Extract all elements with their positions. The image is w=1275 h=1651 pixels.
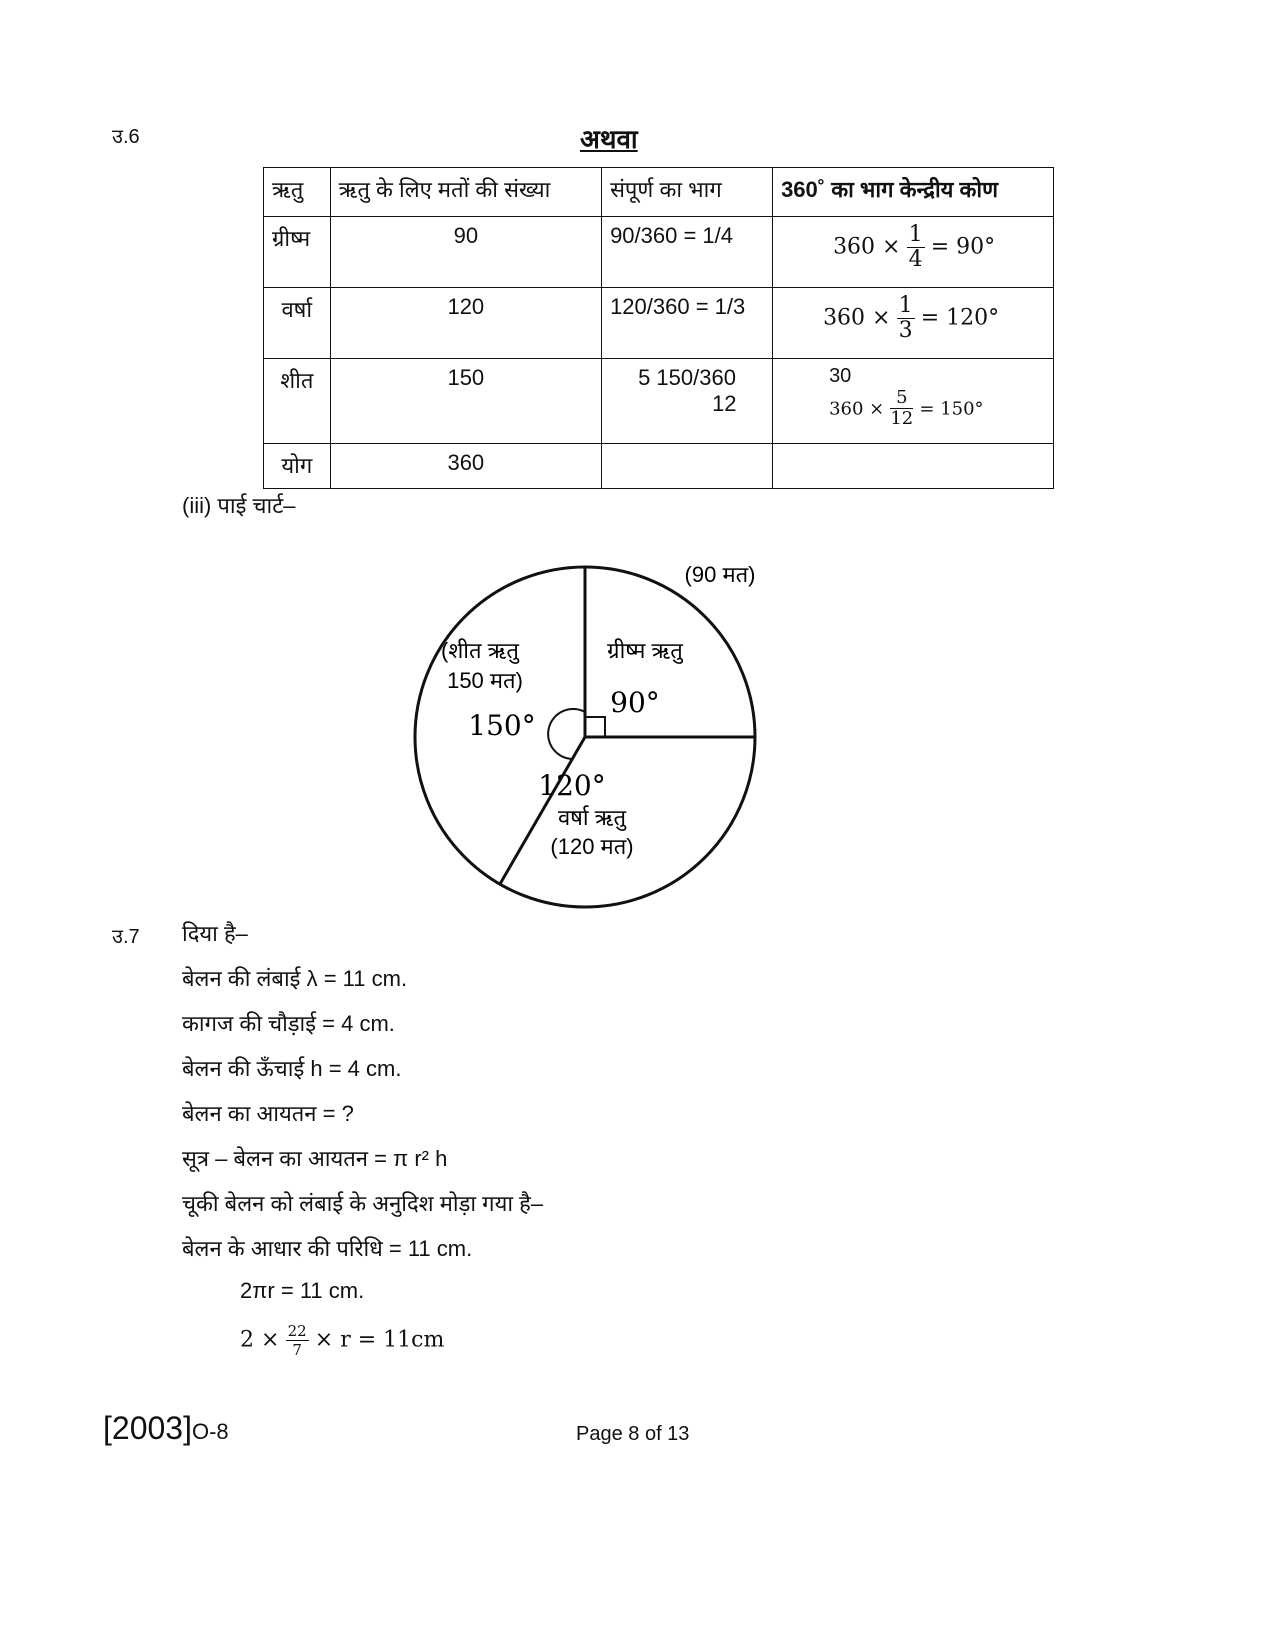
calc-top: 30 <box>829 365 852 387</box>
calc-result: = 120° <box>920 305 1000 331</box>
calc-prefix: 360 × <box>829 398 885 420</box>
calc-fraction <box>907 223 925 272</box>
calc-fraction <box>890 388 913 429</box>
slice-note-winter: 150 मत) <box>447 668 523 693</box>
cylinder-height-line: बेलन की ऊँचाई h = 4 cm. <box>182 1056 402 1081</box>
given-line: दिया है– <box>182 921 248 946</box>
equation-line-2 <box>240 1322 444 1359</box>
pie-chart-label: (iii) पाई चार्ट– <box>182 493 296 518</box>
eq-suffix: × r = 11cm <box>314 1327 445 1353</box>
calc-result: = 90° <box>930 234 996 260</box>
frac-denominator: 4 <box>908 247 923 272</box>
season-cell: ग्रीष्म <box>264 217 331 288</box>
cylinder-volume-question: बेलन का आयतन = ? <box>182 1101 354 1126</box>
right-angle-marker <box>585 717 605 737</box>
or-heading: अथवा <box>580 124 638 154</box>
season-cell: शीत <box>264 359 331 444</box>
angle-arc-150 <box>548 709 585 759</box>
votes-cell: 150 <box>330 359 601 444</box>
votes-cell: 360 <box>330 444 601 489</box>
paper-width-line: कागज की चौड़ाई = 4 cm. <box>182 1011 395 1036</box>
frac-denominator: 12 <box>890 408 914 429</box>
angle-cell <box>773 444 1054 489</box>
circumference-line: बेलन के आधार की परिधि = 11 cm. <box>182 1236 473 1261</box>
slice-angle-rain: 120° <box>538 769 606 802</box>
table-row <box>264 444 1054 489</box>
fraction-cell <box>602 359 773 444</box>
frac-numerator: 1 <box>908 222 923 247</box>
angle-cell <box>773 359 1054 444</box>
season-cell: वर्षा <box>264 288 331 359</box>
angle-cell <box>773 288 1054 359</box>
frac-denominator: 7 <box>292 1341 302 1359</box>
cylinder-length-line: बेलन की लंबाई λ = 11 cm. <box>182 966 408 991</box>
votes-cell: 120 <box>330 288 601 359</box>
slice-label-summer: ग्रीष्म ऋतु <box>607 638 683 663</box>
slice-note-summer: (90 मत) <box>684 562 756 587</box>
header-central-angle: 360˚ का भाग केन्द्रीय कोण <box>773 168 1054 217</box>
fraction-cell: 90/360 = 1/4 <box>602 217 773 288</box>
season-cell: योग <box>264 444 331 489</box>
paper-code <box>103 1410 229 1447</box>
slice-label-winter: (शीत ऋतु <box>441 638 519 663</box>
paper-code-main: [2003] <box>103 1410 192 1446</box>
eq-prefix: 2 × <box>240 1327 280 1353</box>
slice-label-rain: वर्षा ऋतु <box>557 805 627 830</box>
slice-angle-summer: 90° <box>610 686 660 719</box>
calc-result: = 150° <box>919 398 984 420</box>
calc-fraction <box>897 294 915 343</box>
paper-code-suffix: O-8 <box>191 1419 229 1444</box>
equation-line: 2πr = 11 cm. <box>240 1278 365 1303</box>
slice-note-rain: (120 मत) <box>550 834 634 859</box>
slice-angle-winter: 150° <box>468 709 536 742</box>
formula-line: सूत्र – बेलन का आयतन = π r² h <box>182 1146 448 1171</box>
season-votes-table <box>263 167 1054 489</box>
fraction-top: 5 150/360 <box>638 365 736 390</box>
question-number-6: उ.6 <box>112 126 140 148</box>
votes-cell: 90 <box>330 217 601 288</box>
frac-numerator: 22 <box>287 1322 307 1340</box>
fraction-cell: 120/360 = 1/3 <box>602 288 773 359</box>
header-votes: ऋतु के लिए मतों की संख्या <box>330 168 601 217</box>
eq-fraction <box>286 1322 309 1359</box>
angle-cell <box>773 217 1054 288</box>
frac-numerator: 1 <box>898 293 913 318</box>
page-number: Page 8 of 13 <box>576 1423 690 1445</box>
header-season: ऋतु <box>264 168 331 217</box>
table-row <box>264 359 1054 444</box>
frac-numerator: 5 <box>890 388 913 409</box>
table-row <box>264 288 1054 359</box>
calc-prefix: 360 × <box>833 234 901 260</box>
fraction-cell <box>602 444 773 489</box>
pie-chart <box>380 540 820 910</box>
fraction-bottom: 12 <box>712 391 737 416</box>
calc-prefix: 360 × <box>823 305 891 331</box>
frac-denominator: 3 <box>898 318 913 343</box>
folding-line: चूकी बेलन को लंबाई के अनुदिश मोड़ा गया है– <box>182 1191 544 1216</box>
table-header-row <box>264 168 1054 217</box>
header-fraction: संपूर्ण का भाग <box>602 168 773 217</box>
table-row <box>264 217 1054 288</box>
question-number-7: उ.7 <box>112 926 140 948</box>
